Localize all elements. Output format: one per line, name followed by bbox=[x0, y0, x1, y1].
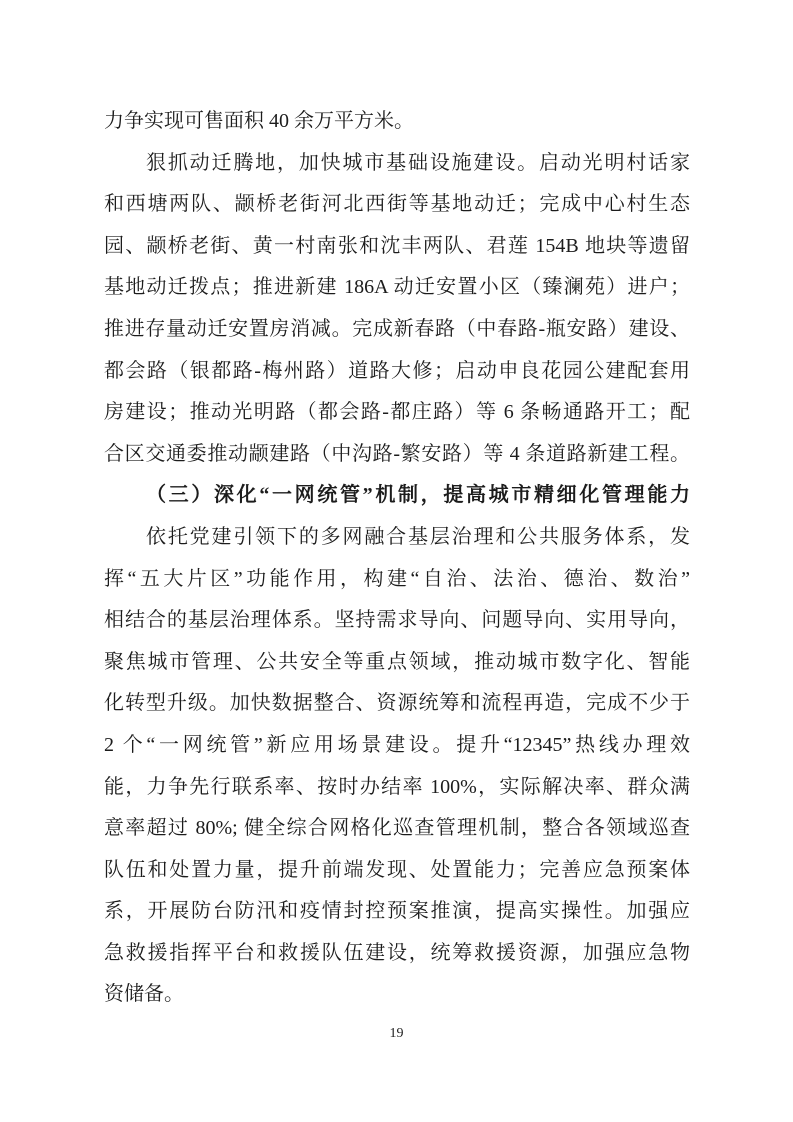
text-line: 能，力争先行联系率、按时办结率 100%，实际解决率、群众满 bbox=[104, 775, 690, 798]
text-line: 队伍和处置力量，提升前端发现、处置能力；完善应急预案体 bbox=[104, 858, 690, 881]
text-line: 和西塘两队、颛桥老街河北西街等基地动迁；完成中心村生态 bbox=[104, 193, 690, 216]
page-number: 19 bbox=[389, 1026, 404, 1041]
text-line: 房建设；推动光明路（都会路-都庄路）等 6 条畅通路开工；配 bbox=[104, 401, 690, 424]
text-line: 化转型升级。加快数据整合、资源统筹和流程再造，完成不少于 bbox=[104, 692, 690, 715]
section-heading: （三）深化“一网统管”机制，提高城市精细化管理能力 bbox=[146, 484, 690, 507]
text-line: 急救援指挥平台和救援队伍建设，统筹救援资源，加强应急物 bbox=[104, 941, 690, 964]
text-line: 2 个“一网统管”新应用场景建设。提升“12345”热线办理效 bbox=[104, 733, 690, 756]
text-line: 意率超过 80%; 健全综合网格化巡查管理机制，整合各领域巡查 bbox=[104, 817, 690, 840]
text-line: 都会路（银都路-梅州路）道路大修；启动申良花园公建配套用 bbox=[104, 359, 690, 382]
text-line: 合区交通委推动颛建路（中沟路-繁安路）等 4 条道路新建工程。 bbox=[104, 442, 690, 465]
text-line: 基地动迁拨点；推进新建 186A 动迁安置小区（臻澜苑）进户； bbox=[104, 276, 690, 299]
text-line: 挥“五大片区”功能作用，构建“自治、法治、德治、数治” bbox=[104, 567, 690, 590]
text-line: 园、颛桥老街、黄一村南张和沈丰两队、君莲 154B 地块等遗留 bbox=[104, 234, 690, 257]
text-line: 推进存量动迁安置房消减。完成新春路（中春路-瓶安路）建设、 bbox=[104, 317, 690, 340]
text-line: 力争实现可售面积 40 余万平方米。 bbox=[104, 110, 414, 132]
text-line: 资储备。 bbox=[104, 983, 184, 1006]
text-line: 相结合的基层治理体系。坚持需求导向、问题导向、实用导向， bbox=[104, 609, 690, 632]
text-line: 依托党建引领下的多网融合基层治理和公共服务体系，发 bbox=[146, 525, 690, 548]
text-line: 聚焦城市管理、公共安全等重点领域，推动城市数字化、智能 bbox=[104, 650, 690, 673]
text-line: 狠抓动迁腾地，加快城市基础设施建设。启动光明村话家 bbox=[146, 151, 690, 174]
text-line: 系，开展防台防汛和疫情封控预案推演，提高实操性。加强应 bbox=[104, 900, 690, 923]
document-body bbox=[104, 101, 690, 1016]
